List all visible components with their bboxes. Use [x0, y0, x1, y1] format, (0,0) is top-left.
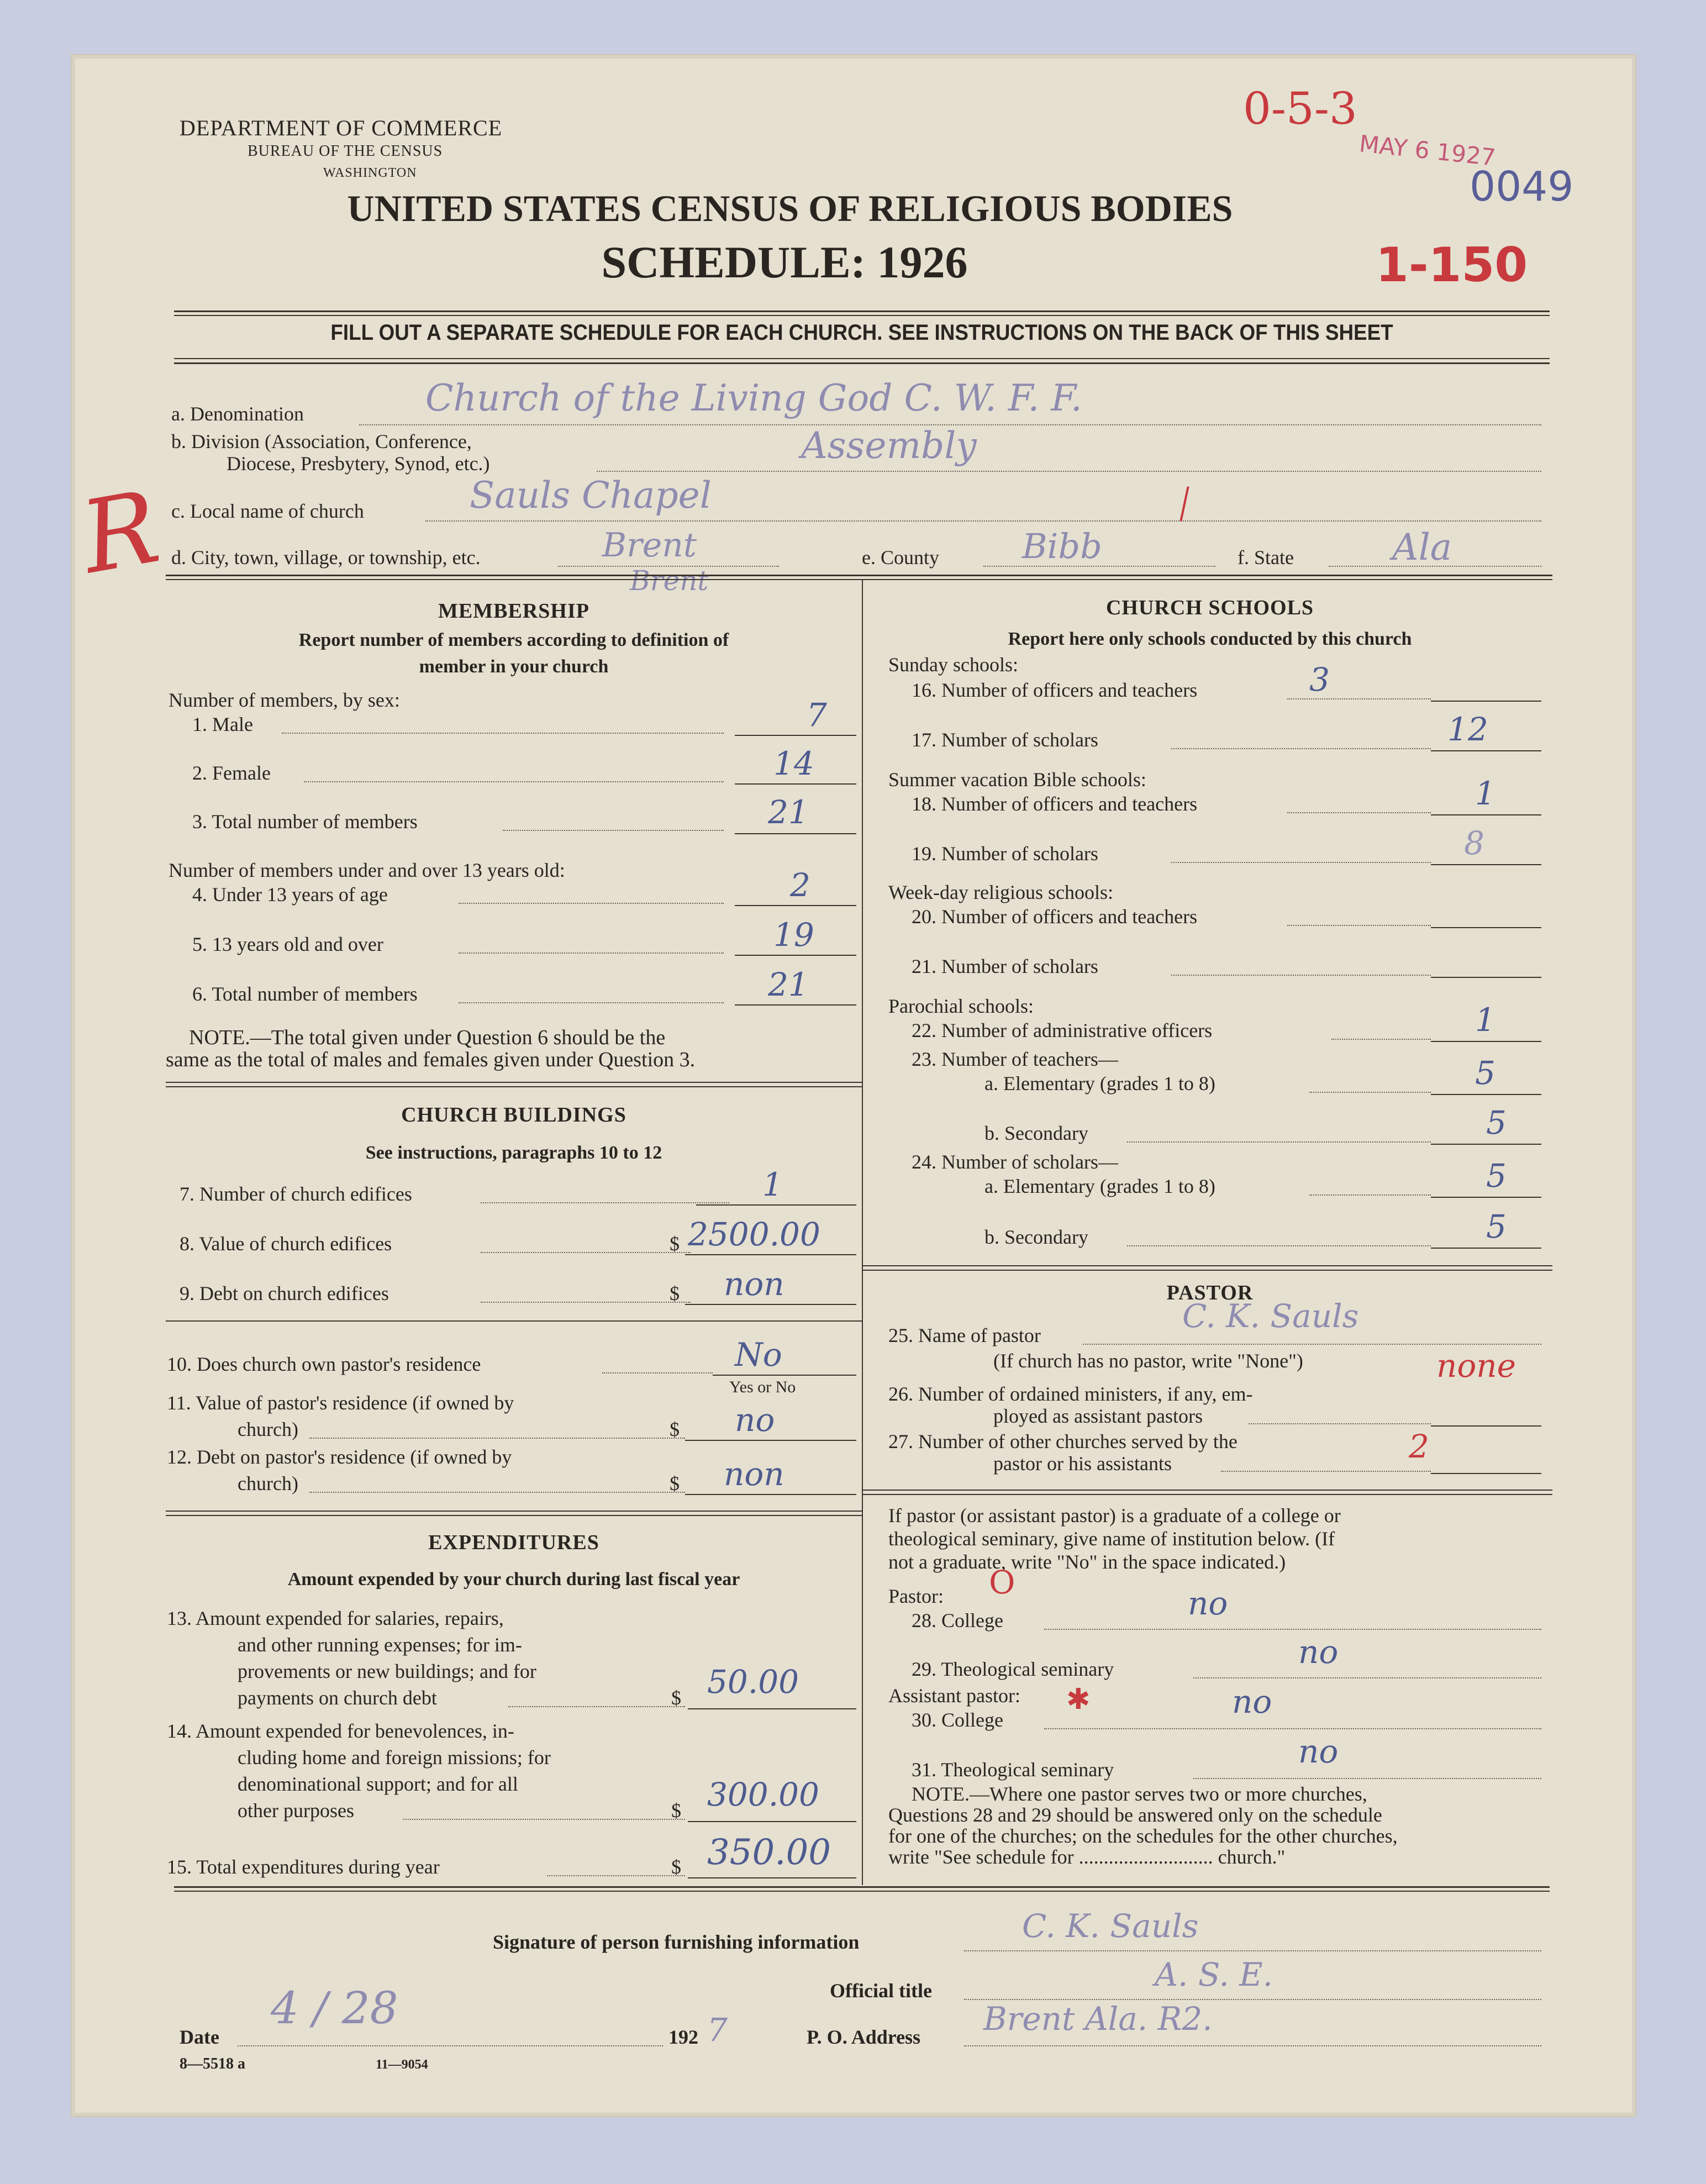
- q17-value: 12: [1447, 711, 1488, 748]
- summer-schools-label: Summer vacation Bible schools:: [888, 769, 1146, 791]
- q21-label: 21. Number of scholars: [912, 955, 1098, 977]
- rule: [166, 1511, 862, 1512]
- pastor-note-4: write "See schedule for ........................... church.": [888, 1846, 1286, 1868]
- expenditures-sub: Amount expended by your church during last fiscal year: [287, 1569, 740, 1590]
- q7-value: 1: [762, 1166, 783, 1203]
- form-number-2: 11—9054: [376, 2057, 428, 2072]
- q31-value: no: [1298, 1733, 1339, 1770]
- q14-label-1: 14. Amount expended for benevolences, in-: [167, 1720, 514, 1742]
- q15-dollar: $: [671, 1856, 681, 1878]
- q2-value: 14: [773, 745, 814, 782]
- q13-label-1: 13. Amount expended for salaries, repairs,: [167, 1607, 504, 1629]
- signature-label: Signature of person furnishing information: [493, 1931, 860, 1953]
- date-value: 4 / 28: [271, 1982, 398, 2034]
- q8-value: 2500.00: [688, 1215, 820, 1253]
- official-title-value: A. S. E.: [1155, 1956, 1273, 1993]
- page-title: UNITED STATES CENSUS OF RELIGIOUS BODIES: [347, 187, 1233, 229]
- q22-label: 22. Number of administrative officers: [912, 1019, 1213, 1041]
- sunday-schools-label: Sunday schools:: [888, 654, 1019, 676]
- rule: [862, 1490, 1552, 1491]
- rule: [174, 315, 1550, 316]
- q4-label: 4. Under 13 years of age: [192, 883, 388, 906]
- po-address-value: Brent Ala. R2.: [983, 2000, 1213, 2038]
- division-value: Assembly: [801, 424, 977, 467]
- q26-label-2: ployed as assistant pastors: [993, 1405, 1203, 1427]
- q7-label: 7. Number of church edifices: [180, 1183, 412, 1205]
- q1-label: 1. Male: [192, 713, 253, 735]
- expenditures-heading: EXPENDITURES: [428, 1531, 599, 1554]
- membership-note-1: NOTE.—The total given under Question 6 should be the: [189, 1026, 666, 1049]
- q13-value: 50.00: [707, 1663, 799, 1701]
- state-label: f. State: [1238, 546, 1294, 569]
- q31-label: 31. Theological seminary: [912, 1759, 1114, 1781]
- city-name: WASHINGTON: [323, 166, 417, 180]
- pastor-note-2: Questions 28 and 29 should be answered only on the schedule: [888, 1804, 1382, 1826]
- graduate-instruction-3: not a graduate, write "No" in the space indicated.): [888, 1551, 1286, 1573]
- year-digit: 7: [707, 2011, 728, 2049]
- q27-label-1: 27. Number of other churches served by the: [888, 1430, 1238, 1453]
- q9-label: 9. Debt on church edifices: [180, 1282, 389, 1304]
- q20-label: 20. Number of officers and teachers: [912, 906, 1198, 928]
- rule: [174, 358, 1550, 359]
- q23-label: 23. Number of teachers—: [912, 1048, 1118, 1070]
- q12-value: non: [724, 1455, 784, 1493]
- q8-label: 8. Value of church edifices: [180, 1233, 392, 1255]
- local-name-value: Sauls Chapel: [470, 474, 712, 517]
- q12-label-1: 12. Debt on pastor's residence (if owned by: [167, 1446, 512, 1468]
- q11-label-2: church): [238, 1418, 298, 1440]
- q6-label: 6. Total number of members: [192, 983, 418, 1005]
- county-value: Bibb: [1022, 526, 1102, 566]
- q28-label: 28. College: [912, 1609, 1003, 1632]
- rule: [166, 1086, 862, 1087]
- schools-heading: CHURCH SCHOOLS: [1105, 596, 1314, 619]
- q18-value: 1: [1475, 775, 1496, 812]
- q13-dollar: $: [671, 1687, 681, 1709]
- rule: [862, 1265, 1552, 1266]
- pastor-note-3: for one of the churches; on the schedules for the other churches,: [888, 1825, 1398, 1847]
- q25-label: 25. Name of pastor: [888, 1324, 1041, 1346]
- q25-value: C. K. Sauls: [1182, 1297, 1359, 1335]
- q16-value: 3: [1309, 661, 1330, 698]
- po-address-label: P. O. Address: [807, 2026, 921, 2048]
- pastor-label: Pastor:: [888, 1585, 944, 1607]
- q12-dollar: $: [670, 1472, 680, 1494]
- q12-label-2: church): [238, 1472, 298, 1494]
- q9-value: non: [724, 1265, 784, 1303]
- q19-value: 8: [1464, 824, 1484, 862]
- census-schedule-page: [71, 54, 1636, 2117]
- denomination-value: Church of the Living God C. W. F. F.: [425, 377, 1082, 419]
- rule: [166, 1515, 862, 1516]
- membership-heading: MEMBERSHIP: [438, 599, 589, 623]
- number-stamp: 0049: [1470, 163, 1574, 210]
- q3-label: 3. Total number of members: [192, 811, 418, 833]
- membership-note-2: same as the total of males and females given under Question 3.: [166, 1048, 696, 1071]
- signature-value: C. K. Sauls: [1022, 1907, 1199, 1945]
- city-label: d. City, town, village, or township, etc.: [171, 546, 481, 569]
- year-prefix: 192: [668, 2026, 698, 2048]
- q6-value: 21: [768, 966, 809, 1003]
- rule: [862, 1270, 1552, 1271]
- pastor-mark: O: [989, 1564, 1015, 1601]
- schools-sub: Report here only schools conducted by this church: [1008, 629, 1412, 649]
- city-value: Brent: [602, 526, 697, 565]
- q13-label-3: provements or new buildings; and for: [238, 1660, 536, 1682]
- q29-value: no: [1298, 1633, 1339, 1671]
- buildings-heading: CHURCH BUILDINGS: [401, 1103, 626, 1127]
- q4-value: 2: [790, 866, 810, 904]
- q10-value: No: [735, 1336, 782, 1373]
- graduate-instruction-1: If pastor (or assistant pastor) is a graduate of a college or: [888, 1504, 1341, 1527]
- rule: [166, 1320, 862, 1322]
- buildings-sub: See instructions, paragraphs 10 to 12: [365, 1143, 662, 1163]
- q25-note: (If church has no pastor, write "None"): [993, 1350, 1303, 1372]
- graduate-instruction-2: theological seminary, give name of institution below. (If: [888, 1528, 1335, 1550]
- q26-label-1: 26. Number of ordained ministers, if any, em-: [888, 1383, 1253, 1405]
- q14-label-3: denominational support; and for all: [238, 1773, 518, 1795]
- q9-dollar: $: [670, 1282, 680, 1304]
- q30-label: 30. College: [912, 1709, 1003, 1731]
- dept-name: DEPARTMENT OF COMMERCE: [180, 115, 503, 140]
- q24a-value: 5: [1486, 1157, 1507, 1194]
- q24a-label: a. Elementary (grades 1 to 8): [984, 1175, 1215, 1197]
- q24b-value: 5: [1486, 1208, 1507, 1245]
- q15-value: 350.00: [707, 1832, 831, 1873]
- q28-value: no: [1188, 1585, 1228, 1622]
- parochial-schools-label: Parochial schools:: [888, 995, 1034, 1017]
- q19-label: 19. Number of scholars: [912, 843, 1098, 865]
- rule: [166, 575, 1552, 576]
- q29-label: 29. Theological seminary: [912, 1658, 1114, 1680]
- weekday-schools-label: Week-day religious schools:: [888, 881, 1114, 903]
- official-title-label: Official title: [830, 1980, 932, 2002]
- by-age-label: Number of members under and over 13 years old:: [169, 859, 565, 881]
- denomination-label: a. Denomination: [171, 403, 304, 425]
- q22-value: 1: [1475, 1001, 1496, 1039]
- rule: [862, 1494, 1552, 1495]
- yes-or-no-hint: Yes or No: [729, 1378, 796, 1396]
- division-label-2: Diocese, Presbytery, Synod, etc.): [227, 452, 490, 475]
- red-code-mark: 1-150: [1376, 238, 1528, 293]
- q13-label-4: payments on church debt: [238, 1687, 437, 1709]
- q14-value: 300.00: [707, 1776, 819, 1813]
- assistant-pastor-label: Assistant pastor:: [888, 1685, 1020, 1707]
- q2-label: 2. Female: [192, 762, 271, 784]
- by-sex-label: Number of members, by sex:: [169, 689, 400, 711]
- date-label: Date: [180, 2026, 219, 2048]
- q8-dollar: $: [670, 1233, 680, 1255]
- schedule-title: SCHEDULE: 1926: [601, 237, 968, 287]
- local-name-label: c. Local name of church: [171, 500, 364, 522]
- q14-label-2: cluding home and foreign missions; for: [238, 1746, 551, 1769]
- q27-label-2: pastor or his assistants: [993, 1453, 1172, 1475]
- county-label: e. County: [862, 546, 939, 569]
- q23a-value: 5: [1475, 1054, 1496, 1092]
- rule: [174, 311, 1550, 312]
- rule: [166, 1082, 862, 1083]
- bureau-name: BUREAU OF THE CENSUS: [248, 143, 443, 160]
- q5-value: 19: [773, 916, 814, 954]
- q14-dollar: $: [671, 1799, 681, 1822]
- q14-label-4: other purposes: [238, 1799, 354, 1822]
- q26-value: none: [1436, 1347, 1516, 1385]
- rule: [174, 1891, 1550, 1892]
- top-code-mark: 0-5-3: [1243, 83, 1357, 134]
- star-mark-icon: ✱: [1066, 1684, 1091, 1715]
- rule: [174, 362, 1550, 364]
- rule: [166, 579, 1552, 580]
- city-value-annotation: Brent: [630, 565, 709, 597]
- side-mark-r: R: [73, 469, 167, 597]
- rule: [174, 1886, 1550, 1888]
- q11-label-1: 11. Value of pastor's residence (if owned by: [167, 1392, 514, 1414]
- q23a-label: a. Elementary (grades 1 to 8): [984, 1072, 1215, 1094]
- q16-label: 16. Number of officers and teachers: [912, 679, 1198, 701]
- q11-value: no: [735, 1401, 775, 1439]
- state-value: Ala: [1392, 526, 1452, 569]
- date-stamp: MAY 6 1927: [1358, 130, 1497, 171]
- membership-sub-1: Report number of members according to definition of: [298, 630, 729, 650]
- membership-sub-2: member in your church: [419, 656, 609, 677]
- q10-label: 10. Does church own pastor's residence: [167, 1353, 481, 1375]
- q27-value: 2: [1409, 1428, 1429, 1465]
- q24-label: 24. Number of scholars—: [912, 1151, 1118, 1173]
- q11-dollar: $: [670, 1418, 680, 1440]
- q5-label: 5. 13 years old and over: [192, 933, 383, 955]
- column-divider: [862, 580, 863, 1885]
- instruction-line: FILL OUT A SEPARATE SCHEDULE FOR EACH CHURCH. SEE INSTRUCTIONS ON THE BACK OF THIS SHEET: [330, 320, 1393, 345]
- pastor-heading: PASTOR: [1166, 1281, 1254, 1304]
- q23b-label: b. Secondary: [984, 1122, 1088, 1144]
- q17-label: 17. Number of scholars: [912, 729, 1098, 751]
- q18-label: 18. Number of officers and teachers: [912, 793, 1198, 815]
- q24b-label: b. Secondary: [984, 1226, 1088, 1248]
- q13-label-2: and other running expenses; for im-: [238, 1634, 522, 1656]
- q15-label: 15. Total expenditures during year: [167, 1856, 440, 1878]
- form-number: 8—5518 a: [180, 2055, 245, 2072]
- q3-value: 21: [768, 793, 809, 831]
- q30-value: no: [1232, 1683, 1272, 1720]
- q1-value: 7: [807, 696, 827, 734]
- pastor-note-1: NOTE.—Where one pastor serves two or more churches,: [912, 1783, 1367, 1805]
- division-label-1: b. Division (Association, Conference,: [171, 430, 472, 452]
- tick-mark: [1180, 486, 1189, 521]
- q23b-value: 5: [1486, 1104, 1507, 1141]
